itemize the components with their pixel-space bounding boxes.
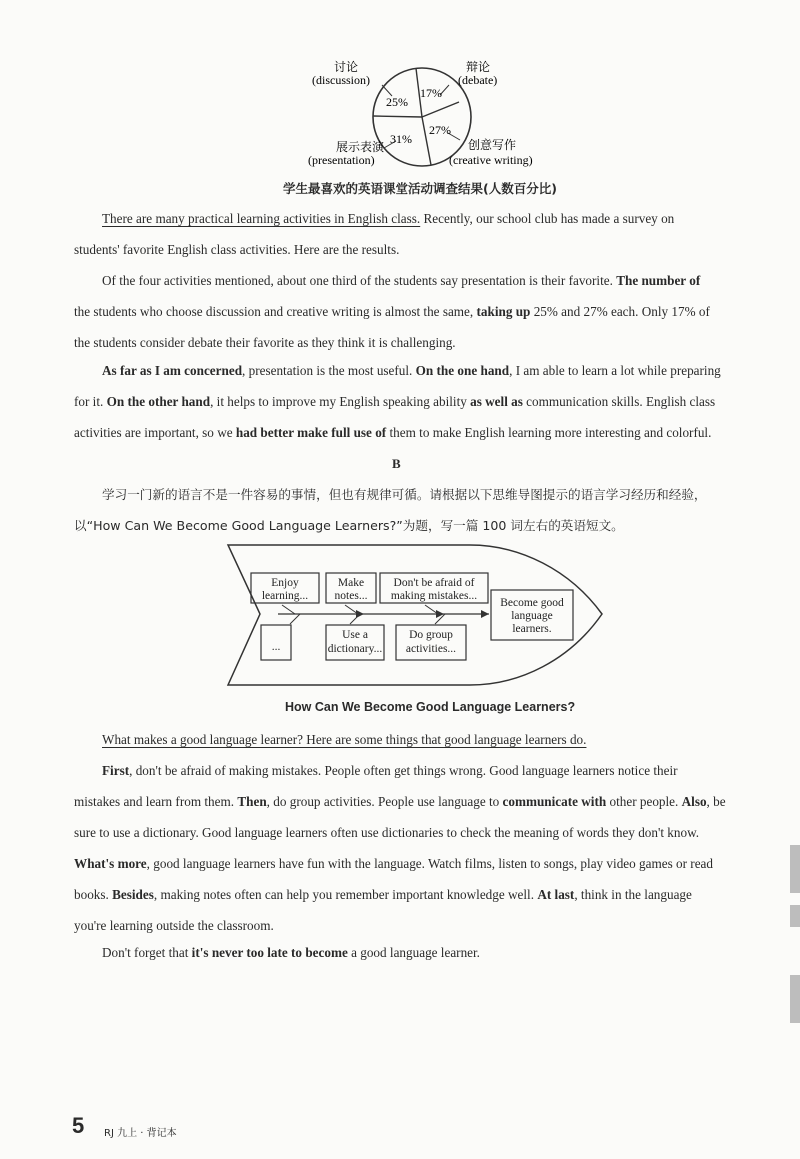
scan-edge-mark (790, 905, 800, 927)
p3-phrase-4: as well as (470, 394, 523, 409)
node-ellipsis: ... (271, 641, 281, 653)
pie-label-cn-creative-writing: 创意写作 (468, 138, 517, 152)
p3-text-a: , presentation is the most useful. (242, 363, 416, 378)
node-mistakes-l2: making mistakes... (390, 590, 478, 602)
p2-phrase-2: taking up (476, 304, 531, 319)
node-notes-l1: Make (337, 577, 365, 589)
q-phrase-at-last: At last (537, 887, 575, 902)
section-b-prompt (74, 479, 766, 541)
p1-topic-sentence: There are many practical learning activities in English class. (102, 211, 421, 226)
essay-body (74, 755, 766, 941)
scan-edge-mark (790, 845, 800, 893)
pie-caption: 学生最喜欢的英语课堂活动调查结果(人数百分比) (283, 181, 557, 196)
pie-label-en-creative-writing: (creative writing) (449, 153, 533, 167)
p3-text-d: for it. (74, 394, 107, 409)
goal-l1: Become good (500, 597, 564, 609)
q-text-k: you're learning outside the classroom. (74, 918, 274, 933)
pie-value-debate: 17% (420, 86, 442, 100)
q-text-f: sure to use a dictionary. Good language learners often use dictionaries to check the meaning of words they don't know. (74, 825, 700, 840)
p3-phrase-5: had better make full use of (235, 425, 387, 440)
intro-sentence: What makes a good language learner? Here are some things that good language learners do. (102, 732, 587, 747)
p3-phrase-2: On the one hand (415, 363, 510, 378)
essay-title: How Can We Become Good Language Learners? (285, 700, 576, 714)
essay-conclusion (74, 937, 766, 968)
q-text-b: mistakes and learn from them. (74, 794, 238, 809)
q-phrase-communicate: communicate with (502, 794, 607, 809)
q-text-d: other people. (606, 794, 682, 809)
p1-text: Recently, our school club has made a survey on (420, 211, 675, 226)
node-group-l2: activities... (405, 643, 457, 655)
prompt-line-1: 学习一门新的语言不是一件容易的事情，但也有规律可循。请根据以下思维导图提示的语言学习经历和经验， (102, 487, 707, 502)
mind-map-diagram (220, 542, 610, 692)
book-label: RJ 九上 · 背记本 (104, 1128, 177, 1139)
section-b-letter: B (392, 456, 401, 471)
q-text-j: , think in the language (574, 887, 692, 902)
goal-l2: language (511, 610, 553, 622)
q-text-h: books. (74, 887, 113, 902)
node-dictionary-l2: dictionary... (327, 643, 383, 655)
pie-value-creative-writing: 27% (429, 123, 451, 137)
scan-edge-mark (790, 975, 800, 1023)
q-phrase-whats-more: What's more (74, 856, 147, 871)
q-phrase-besides: Besides (112, 887, 154, 902)
q-text-e: , be (706, 794, 726, 809)
pie-label-en-presentation: (presentation) (308, 153, 375, 167)
q-text-g: , good language learners have fun with the language. Watch films, listen to songs, play video games or read (146, 856, 713, 871)
pie-label-cn-debate: 辩论 (466, 60, 491, 74)
p3-phrase-3: On the other hand (106, 394, 211, 409)
p2-text-a: Of the four activities mentioned, about one third of the students say presentation is their favorite. (102, 273, 617, 288)
section-a-paragraph-1 (74, 203, 766, 265)
p3-text-f: communication skills. English class (522, 394, 716, 409)
essay-intro (74, 724, 766, 755)
pie-value-presentation: 31% (390, 132, 412, 146)
p2-text-c: the students who choose discussion and creative writing is almost the same, (74, 304, 477, 319)
pie-label-en-discussion: (discussion) (312, 73, 370, 87)
node-mistakes-l1: Don't be afraid of (393, 577, 475, 589)
node-enjoy-l1: Enjoy (271, 577, 299, 589)
q-phrase-first: First (102, 763, 130, 778)
pie-value-discussion: 25% (386, 95, 408, 109)
c-text-c: a good language learner. (347, 945, 480, 960)
section-a-paragraph-2 (74, 265, 766, 358)
activity-pie-chart (300, 52, 560, 176)
p3-text-h: them to make English learning more interesting and colorful. (386, 425, 712, 440)
node-dictionary-l1: Use a (342, 629, 368, 641)
q-text-c: , do group activities. People use language to (266, 794, 503, 809)
p2-text-d: 25% and 27% each. Only 17% of (530, 304, 710, 319)
pie-label-cn-presentation: 展示表演 (336, 140, 385, 154)
section-a-paragraph-3 (74, 355, 766, 448)
q-text-a: , don't be afraid of making mistakes. People often get things wrong. Good language learners notice their (129, 763, 678, 778)
p2-text-e: the students consider debate their favorite as they think it is challenging. (74, 335, 456, 350)
q-phrase-also: Also (681, 794, 707, 809)
p2-phrase-1: The number of (616, 273, 701, 288)
node-notes-l2: notes... (334, 590, 368, 602)
node-enjoy-l2: learning... (261, 590, 309, 602)
q-text-i: , making notes often can help you remember important knowledge well. (153, 887, 538, 902)
page-number: 5 (72, 1113, 85, 1138)
p1-line2: students' favorite English class activities. Here are the results. (74, 242, 400, 257)
p3-text-c: , I am able to learn a lot while preparing (509, 363, 721, 378)
pie-label-cn-discussion: 讨论 (334, 60, 359, 74)
p3-text-e: , it helps to improve my English speaking ability (210, 394, 471, 409)
prompt-line-2: 以“How Can We Become Good Language Learners?”为题，写一篇 100 词左右的英语短文。 (74, 518, 624, 533)
q-phrase-then: Then (237, 794, 267, 809)
c-phrase: it's never too late to become (191, 945, 348, 960)
c-text-a: Don't forget that (102, 945, 192, 960)
pie-label-en-debate: (debate) (458, 73, 498, 87)
node-group-l1: Do group (409, 629, 453, 641)
p3-text-g: activities are important, so we (74, 425, 236, 440)
p3-phrase-1: As far as I am concerned (102, 363, 243, 378)
goal-l3: learners. (512, 623, 552, 635)
